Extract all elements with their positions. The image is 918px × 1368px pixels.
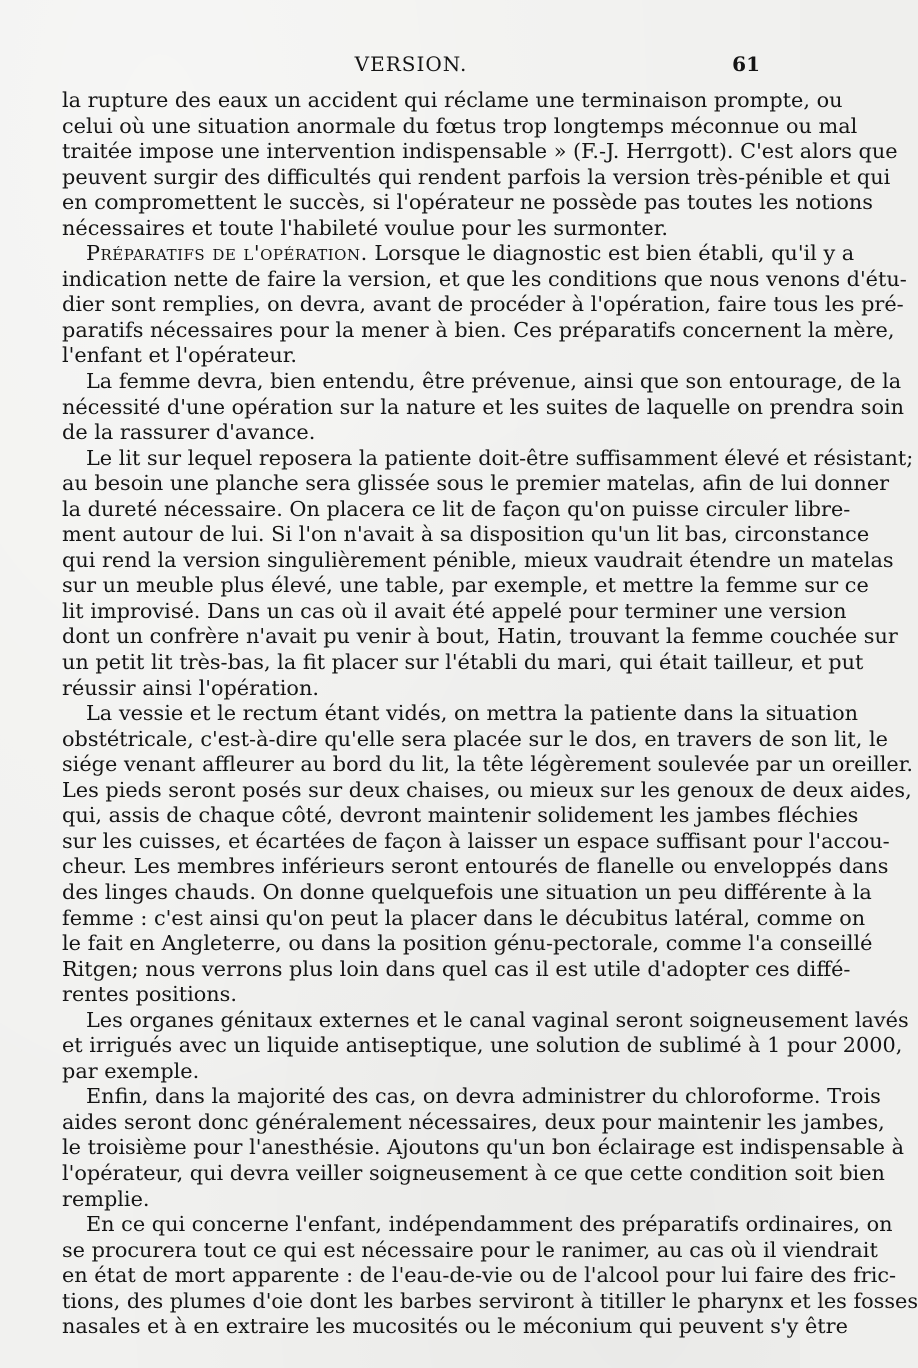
line-text: indication nette de faire la version, et que les conditions que nous venons d'étu- xyxy=(62,266,907,291)
text-line xyxy=(62,598,847,625)
text-line xyxy=(62,573,869,599)
text-line xyxy=(62,803,859,829)
line-text: dont un confrère n'avait pu venir à bout, Hatin, trouvant la femme couchée sur xyxy=(62,624,898,649)
line-text: se procurera tout ce qui est nécessaire pour le ranimer, au cas où il viendrait xyxy=(62,1237,878,1262)
line-text: dier sont remplies, on devra, avant de procéder à l'opération, faire tous les pré- xyxy=(62,292,904,317)
line-text: siége venant affleurer au bord du lit, la tête légèrement soulevée par un oreiller. xyxy=(62,752,914,777)
text-line xyxy=(62,547,894,574)
paragraph xyxy=(62,1212,918,1340)
text-line xyxy=(62,956,851,983)
line-text: obstétricale, c'est-à-dire qu'elle sera placée sur le dos, en travers de son lit, le xyxy=(62,726,888,751)
line-text: l'enfant et l'opérateur. xyxy=(62,343,297,368)
text-line xyxy=(62,343,760,369)
line-text: rentes positions. xyxy=(62,982,237,1007)
line-text: femme : c'est ainsi qu'on peut la placer dans le décubitus latéral, comme on xyxy=(62,905,866,930)
line-text: nasales et à en extraire les mucosités ou le méconium qui peuvent s'y être xyxy=(62,1314,848,1339)
line-text: ment autour de lui. Si l'on n'avait à sa disposition qu'un lit bas, circonstance xyxy=(62,522,870,547)
line-text: La femme devra, bien entendu, être prévenue, ainsi que son entourage, de la xyxy=(86,369,902,394)
text-line xyxy=(62,266,907,293)
text-line xyxy=(62,905,866,932)
line-text: des linges chauds. On donne quelquefois une situation un peu différente à la xyxy=(62,879,872,904)
text-line xyxy=(62,445,914,472)
line-text: En ce qui concerne l'enfant, indépendamment des préparatifs ordinaires, on xyxy=(86,1212,893,1237)
line-text: en état de mort apparente : de l'eau-de-vie ou de l'alcool pour lui faire des fric- xyxy=(62,1263,897,1288)
text-line xyxy=(62,1084,881,1110)
line-text: Ritgen; nous verrons plus loin dans quel cas il est utile d'adopter ces diffé- xyxy=(62,956,851,981)
line-text: lit improvisé. Dans un cas où il avait été appelé pour terminer une version xyxy=(62,598,847,623)
text-line xyxy=(62,650,864,676)
text-line xyxy=(62,752,914,778)
text-line xyxy=(62,701,858,727)
body-text xyxy=(62,88,918,1340)
line-text: cheur. Les membres inférieurs seront entourés de flanelle ou enveloppés dans xyxy=(62,854,889,879)
text-line xyxy=(62,1314,848,1340)
text-line xyxy=(62,854,889,880)
text-line xyxy=(62,113,858,140)
text-line xyxy=(62,420,760,446)
text-line xyxy=(62,879,872,906)
page-number: 61 xyxy=(732,52,760,76)
paragraph xyxy=(62,445,914,701)
line-text: un petit lit très-bas, la fit placer sur l'établi du mari, qui était tailleur, et put xyxy=(62,650,864,675)
paragraph xyxy=(62,701,914,1008)
line-text: l'opérateur, qui devra veiller soigneusement à ce que cette condition soit bien xyxy=(62,1160,885,1185)
line-text: Les pieds seront posés sur deux chaises, ou mieux sur les genoux de deux aides, xyxy=(62,777,912,802)
line-text: et irrigués avec un liquide antiseptique, une solution de sublimé à 1 pour 2000, xyxy=(62,1033,903,1058)
line-text: le fait en Angleterre, ou dans la position génu-pectorale, comme l'a conseillé xyxy=(62,931,873,956)
line-text: sur un meuble plus élevé, une table, par exemple, et mettre la femme sur ce xyxy=(62,573,869,598)
text-line xyxy=(62,1033,903,1059)
text-line xyxy=(62,369,902,395)
line-text: Lorsque le diagnostic est bien établi, qu'il y a xyxy=(367,241,855,266)
text-line xyxy=(62,139,898,165)
text-line xyxy=(62,216,760,242)
text-line xyxy=(62,190,873,216)
text-line xyxy=(62,1263,897,1289)
line-text: Les organes génitaux externes et le canal vaginal seront soigneusement lavés xyxy=(86,1007,909,1032)
line-text: sur les cuisses, et écartées de façon à laisser un espace suffisant pour l'accou- xyxy=(62,828,890,853)
line-text: réussir ainsi l'opération. xyxy=(62,675,319,700)
line-text: paratifs nécessaires pour la mener à bien. Ces préparatifs concernent la mère, xyxy=(62,317,895,342)
text-line xyxy=(62,292,904,318)
paragraph xyxy=(62,241,907,369)
text-line xyxy=(62,676,760,702)
line-text: aides seront donc généralement nécessaires, deux pour maintenir les jambes, xyxy=(62,1109,885,1134)
line-text: par exemple. xyxy=(62,1058,200,1083)
text-line xyxy=(62,624,898,650)
line-text: nécessaires et toute l'habileté voulue pour les surmonter. xyxy=(62,215,668,240)
paragraph xyxy=(62,88,898,241)
text-line xyxy=(62,1109,885,1136)
line-text: nécessité d'une opération sur la nature et les suites de laquelle on prendra soin xyxy=(62,394,905,419)
line-text: peuvent surgir des difficultés qui rendent parfois la version très-pénible et qui xyxy=(62,164,891,189)
line-text: de la rassurer d'avance. xyxy=(62,420,316,445)
line-text: La vessie et le rectum étant vidés, on mettra la patiente dans la situation xyxy=(86,701,858,726)
line-text: remplie. xyxy=(62,1186,150,1211)
paragraph xyxy=(62,369,905,446)
text-line xyxy=(62,1160,885,1187)
line-text: traitée impose une intervention indispensable » (F.-J. Herrgott). C'est alors que xyxy=(62,139,898,164)
text-line xyxy=(62,1135,904,1161)
text-line xyxy=(62,726,888,753)
line-text: qui rend la version singulièrement pénible, mieux vaudrait étendre un matelas xyxy=(62,547,894,572)
line-text: la dureté nécessaire. On placera ce lit de façon qu'on puisse circuler libre- xyxy=(62,496,851,521)
line-text: Enfin, dans la majorité des cas, on devra administrer du chloroforme. Trois xyxy=(86,1084,881,1109)
paragraph xyxy=(62,1007,909,1085)
text-line xyxy=(62,1187,760,1213)
page-header xyxy=(62,50,760,80)
line-text: qui, assis de chaque côté, devront maintenir solidement les jambes fléchies xyxy=(62,803,859,828)
section-lead-heading: Préparatifs de l'opération. xyxy=(86,241,368,266)
text-line xyxy=(62,241,855,267)
text-line xyxy=(62,1212,893,1238)
text-line xyxy=(62,1237,878,1264)
line-text: celui où une situation anormale du fœtus trop longtemps méconnue ou mal xyxy=(62,113,858,138)
text-line xyxy=(62,931,873,957)
line-text: le troisième pour l'anesthésie. Ajoutons qu'un bon éclairage est indispensable à xyxy=(62,1135,904,1160)
line-text: en compromettent le succès, si l'opérateur ne possède pas toutes les notions xyxy=(62,190,873,215)
text-line xyxy=(62,88,843,114)
text-line xyxy=(62,317,895,344)
text-line xyxy=(62,777,912,804)
text-line xyxy=(62,1288,918,1315)
line-text: au besoin une planche sera glissée sous le premier matelas, afin de lui donner xyxy=(62,471,890,496)
running-title: VERSION. xyxy=(354,52,468,76)
line-text: Le lit sur lequel reposera la patiente doit-être suffisamment élevé et résistant; xyxy=(86,445,914,470)
line-text: la rupture des eaux un accident qui réclame une terminaison prompte, ou xyxy=(62,88,843,112)
text-line xyxy=(62,1059,760,1085)
text-line xyxy=(62,522,870,548)
text-line xyxy=(62,828,890,855)
text-line xyxy=(62,164,891,191)
text-line xyxy=(62,471,890,497)
paragraph xyxy=(62,1084,904,1212)
line-text: tions, des plumes d'oie dont les barbes serviront à titiller le pharynx et les fosses xyxy=(62,1288,918,1313)
text-line xyxy=(62,982,760,1008)
text-line xyxy=(62,1007,909,1034)
text-line xyxy=(62,394,905,421)
text-line xyxy=(62,496,851,523)
